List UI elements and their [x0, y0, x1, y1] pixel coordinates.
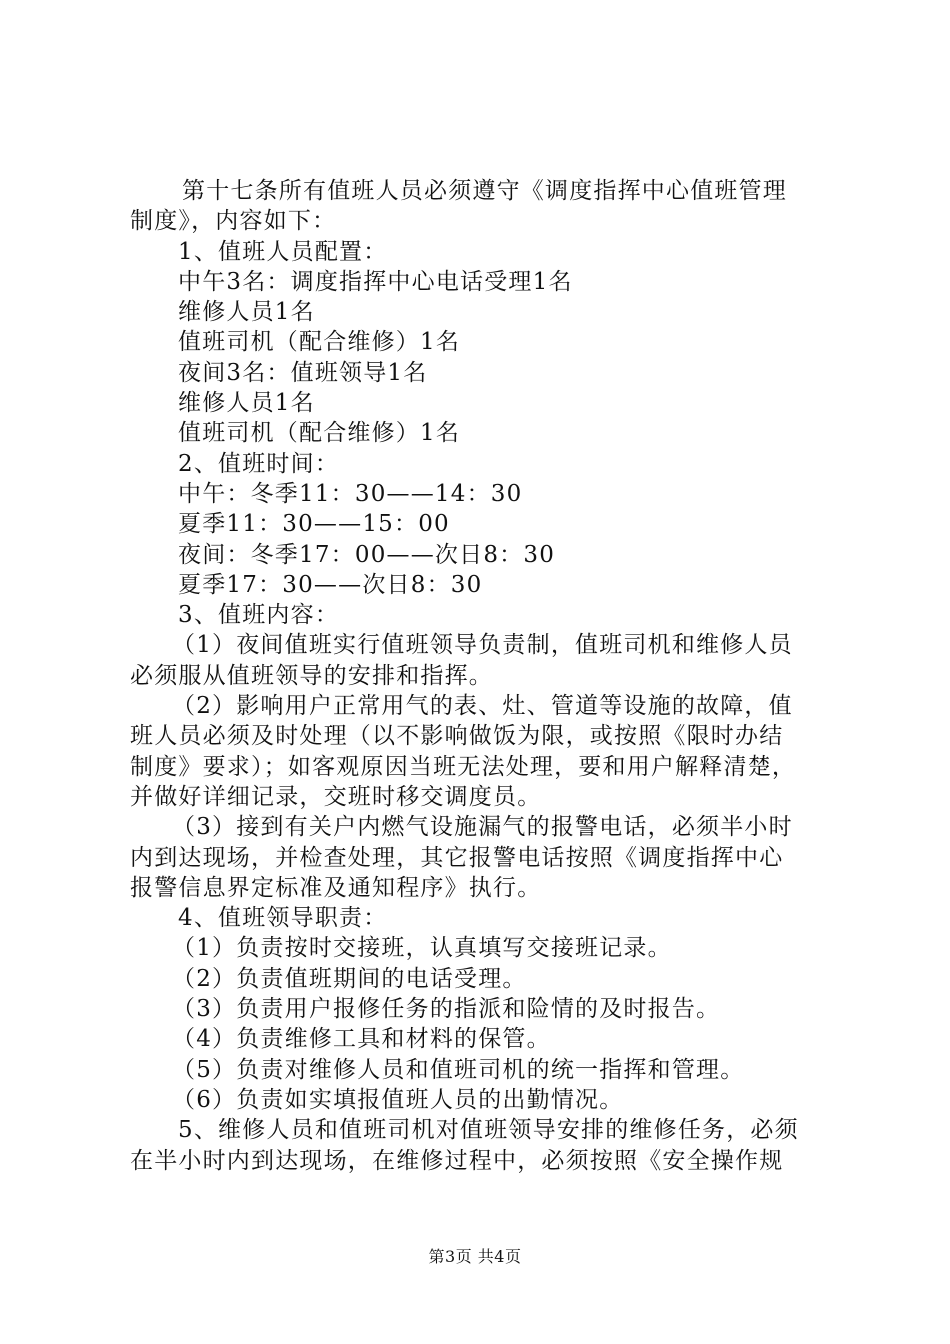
- text-line: 1、值班人员配置：: [178, 238, 388, 265]
- text-line: 2、值班时间：: [178, 450, 340, 477]
- text-line: 第十七条所有值班人员必须遵守《调度指挥中心值班管理: [182, 178, 787, 204]
- text-line: （5）负责对维修人员和值班司机的统一指挥和管理。: [172, 1056, 745, 1083]
- text-line: 值班司机（配合维修）1名: [178, 329, 461, 356]
- text-line: 制度》要求）；如客观原因当班无法处理，要和用户解释清楚，: [130, 753, 797, 780]
- text-line: 夏季11：30——15：00: [178, 511, 450, 538]
- text-line: 3、值班内容：: [178, 602, 340, 629]
- body-text: [130, 176, 830, 1176]
- text-line: 5、维修人员和值班司机对值班领导安排的维修任务，必须: [178, 1117, 799, 1144]
- text-line: 维修人员1名: [178, 299, 315, 326]
- text-line: 内到达现场，并检查处理，其它报警电话按照《调度指挥中心: [130, 844, 784, 871]
- text-line: 报警信息界定标准及通知程序》执行。: [130, 874, 542, 901]
- text-line: （6）负责如实填报值班人员的出勤情况。: [172, 1086, 624, 1113]
- text-line: 并做好详细记录，交班时移交调度员。: [130, 783, 542, 810]
- text-line: 制度》，内容如下：: [130, 208, 337, 235]
- text-line: （1）负责按时交接班，认真填写交接班记录。: [172, 935, 672, 962]
- text-line: 夜间3名：值班领导1名: [178, 359, 428, 386]
- text-line: （4）负责维修工具和材料的保管。: [172, 1026, 551, 1053]
- text-line: （2）影响用户正常用气的表、灶、管道等设施的故障，值: [172, 693, 793, 720]
- text-line: 值班司机（配合维修）1名: [178, 420, 461, 447]
- text-line: 班人员必须及时处理（以不影响做饭为限，或按照《限时办结: [130, 723, 784, 750]
- text-line: 在半小时内到达现场，在维修过程中，必须按照《安全操作规: [130, 1147, 784, 1174]
- text-line: 中午：冬季11：30——14：30: [178, 480, 523, 507]
- text-line: （3）负责用户报修任务的指派和险情的及时报告。: [172, 996, 721, 1023]
- text-line: （3）接到有关户内燃气设施漏气的报警电话，必须半小时: [172, 814, 793, 841]
- text-line: （2）负责值班期间的电话受理。: [172, 965, 527, 992]
- page-footer: 第3页 共4页: [428, 1247, 522, 1266]
- text-line: 中午3名：调度指挥中心电话受理1名: [178, 268, 573, 295]
- text-line: 维修人员1名: [178, 390, 315, 417]
- text-line: 夜间：冬季17：00——次日8：30: [178, 541, 556, 568]
- text-line: 4、值班领导职责：: [178, 905, 388, 932]
- text-line: 夏季17：30——次日8：30: [178, 571, 483, 598]
- text-line: （1）夜间值班实行值班领导负责制，值班司机和维修人员: [172, 632, 793, 659]
- text-line: 必须服从值班领导的安排和指挥。: [130, 662, 493, 689]
